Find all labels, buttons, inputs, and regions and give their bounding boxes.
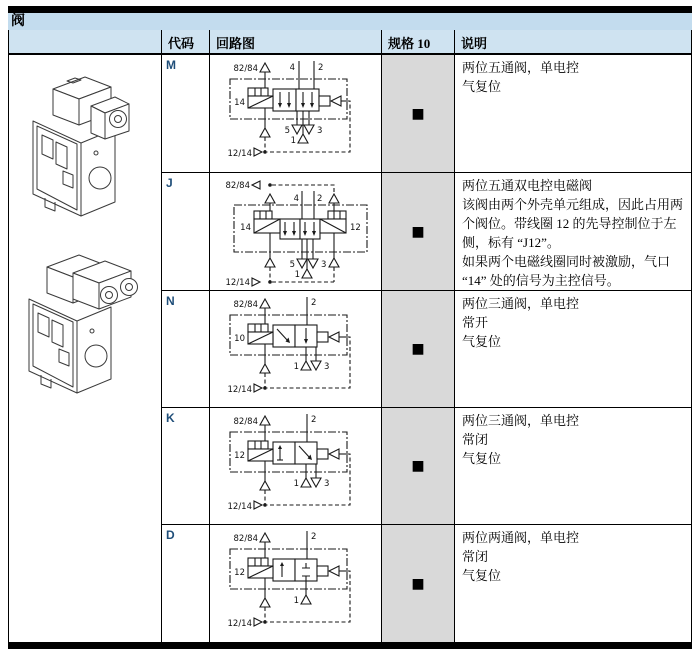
port-label: 82/84: [233, 534, 258, 544]
code-cell: [161, 55, 209, 172]
circuit-diagram-5-2-double-solenoid: [210, 173, 381, 290]
spec10-cell: [381, 291, 454, 407]
port-label: 2: [311, 532, 317, 542]
port-label: 82/84: [233, 417, 258, 427]
port-label: 1: [293, 596, 299, 606]
code-label: N: [166, 294, 175, 308]
description-line: 两位五通阀，单电控: [462, 60, 580, 75]
datasheet-page: [8, 6, 692, 649]
code-label: J: [166, 176, 173, 190]
port-label: 82/84: [233, 64, 258, 74]
code-cell: [161, 408, 209, 524]
port-label: 12/14: [227, 619, 252, 629]
section-title: 阀: [11, 14, 25, 29]
description-line: 常闭: [462, 549, 489, 564]
description-cell: [454, 525, 691, 642]
description-cell: [454, 55, 691, 172]
code-cell: [161, 291, 209, 407]
circuit-diagram-2-2-normally-closed: [210, 525, 381, 642]
port-label: 4: [289, 63, 295, 73]
description-cell: [454, 291, 691, 407]
spec10-cell: [381, 173, 454, 290]
port-label: 82/84: [233, 300, 258, 310]
table-row-m: [161, 55, 691, 172]
description-line: 气复位: [462, 451, 502, 466]
code-label: K: [166, 411, 175, 425]
port-label: 1: [290, 136, 296, 146]
header-circuit: 回路图: [209, 30, 381, 53]
circuit-diagram-5-2-single-solenoid: [210, 55, 381, 171]
port-label: 3: [324, 479, 330, 489]
spec10-cell: [381, 525, 454, 642]
port-label: 12: [234, 568, 245, 578]
port-label: 12/14: [227, 502, 252, 512]
port-label: 5: [289, 260, 295, 270]
description-line: 气复位: [462, 568, 502, 583]
port-label: 3: [324, 362, 330, 372]
description-line: 两位五通双电控电磁阀: [462, 178, 593, 193]
description-line: 常闭: [462, 432, 489, 447]
port-label: 14: [240, 223, 251, 233]
description-cell: [454, 408, 691, 524]
port-label: 2: [317, 194, 323, 204]
port-label: 2: [318, 63, 324, 73]
port-label: 1: [293, 362, 299, 372]
table-row-n: [161, 290, 691, 407]
header-description: 说明: [454, 30, 691, 53]
description-cell: [454, 173, 691, 290]
port-label: 1: [293, 479, 299, 489]
description-line: 两位三通阀，单电控: [462, 413, 580, 428]
description-line: 如果两个电磁线圈同时被激励，气口 “14” 处的信号为主控信号。: [462, 254, 671, 288]
port-label: 1: [294, 270, 300, 280]
port-label: 5: [284, 126, 290, 136]
top-border-bar: [8, 6, 692, 13]
description-line: 两位两通阀，单电控: [462, 530, 580, 545]
spec-available-marker: ■: [411, 575, 425, 592]
port-label: 82/84: [225, 181, 250, 191]
bottom-border-bar: [8, 642, 692, 649]
table-row-k: [161, 407, 691, 524]
code-label: D: [166, 528, 175, 542]
table-body: [8, 55, 692, 642]
section-title-band: [8, 13, 692, 30]
spec-available-marker: ■: [411, 105, 425, 122]
port-label: 10: [234, 334, 245, 344]
circuit-cell: [209, 408, 381, 524]
port-label: 12/14: [225, 278, 250, 288]
product-image-column: [9, 55, 161, 642]
header-image-column: [9, 30, 161, 53]
valve-single-solenoid-isometric-drawing: [21, 59, 153, 231]
header-code: 代码: [161, 30, 209, 53]
description-line: 常开: [462, 315, 489, 330]
circuit-diagram-3-2-normally-open: [210, 291, 381, 407]
port-label: 2: [311, 415, 317, 425]
port-label: 12/14: [227, 385, 252, 395]
valve-double-solenoid-isometric-drawing: [19, 233, 159, 411]
description-line: 两位三通阀，单电控: [462, 296, 580, 311]
description-line: 气复位: [462, 334, 502, 349]
spec-available-marker: ■: [411, 458, 425, 474]
port-label: 12/14: [227, 149, 252, 159]
code-cell: [161, 173, 209, 290]
spec10-cell: [381, 55, 454, 172]
spec-available-marker: ■: [411, 341, 425, 357]
port-label: 3: [317, 126, 323, 136]
description-line: 气复位: [462, 79, 502, 94]
spec-available-marker: ■: [411, 223, 425, 240]
port-label: 12: [350, 223, 361, 233]
port-label: 2: [311, 298, 317, 308]
circuit-cell: [209, 55, 381, 172]
table-rows: [161, 55, 691, 642]
description-line: 该阀由两个外壳单元组成，因此占用两个阀位。带线圈 12 的先导控制位于左侧，标有 “J12”。: [462, 197, 684, 250]
port-label: 3: [321, 260, 327, 270]
port-label: 4: [293, 194, 299, 204]
circuit-cell: [209, 525, 381, 642]
table-row-d: [161, 524, 691, 642]
header-spec10: 规格 10: [381, 30, 454, 53]
table-header-row: [8, 30, 692, 53]
port-label: 14: [234, 98, 245, 108]
spec10-cell: [381, 408, 454, 524]
port-label: 12: [234, 451, 245, 461]
table-row-j: [161, 172, 691, 290]
circuit-diagram-3-2-normally-closed: [210, 408, 381, 524]
circuit-cell: [209, 173, 381, 290]
code-label: M: [166, 58, 176, 72]
circuit-cell: [209, 291, 381, 407]
code-cell: [161, 525, 209, 642]
